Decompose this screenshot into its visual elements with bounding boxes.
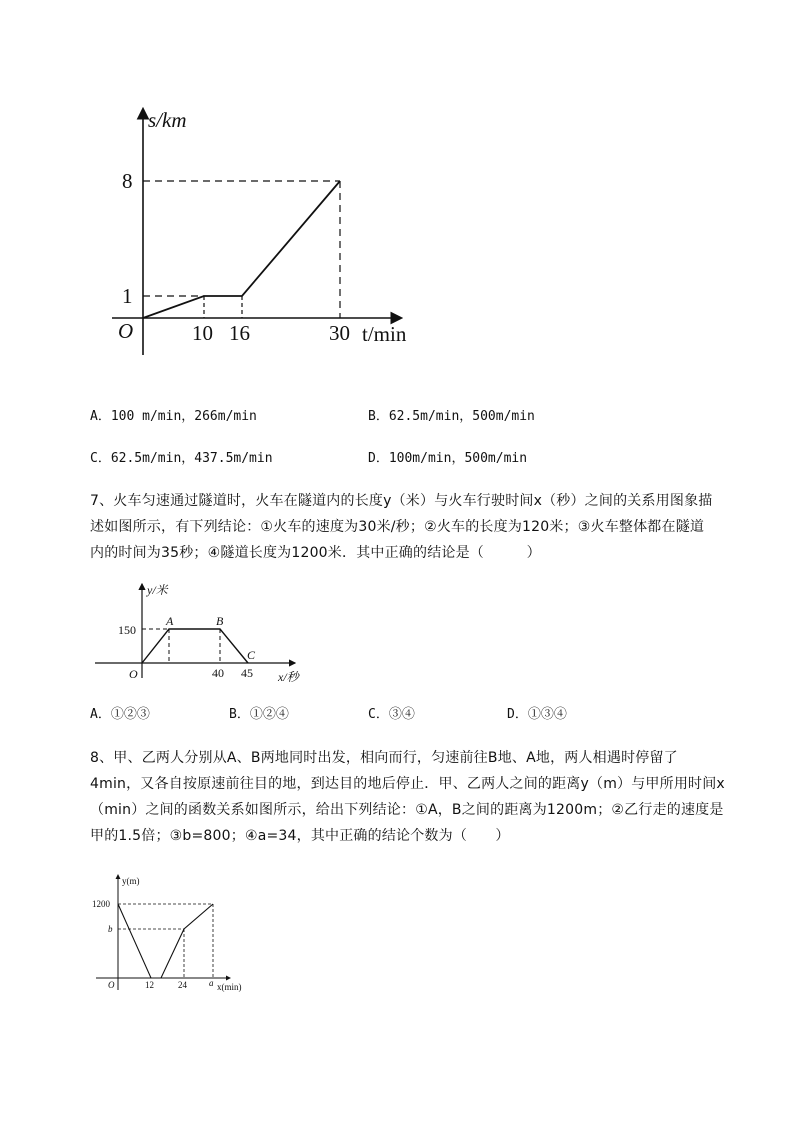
q7-y-tick-150: 150 xyxy=(118,623,136,637)
q8-x-axis-label: x(min) xyxy=(217,982,242,992)
q7-line-2: 述如图所示，有下列结论：①火车的速度为30米/秒；②火车的长度为120米；③火车整体都在隧道 xyxy=(90,519,705,535)
q8-y-axis-label: y(m) xyxy=(122,876,140,886)
q8-question-text xyxy=(90,745,725,849)
q8-distance-graph xyxy=(88,870,258,998)
q8-line-3: （min）之间的函数关系如图所示，给出下列结论：①A，B之间的距离为1200m；②乙行走的速度是 xyxy=(90,802,724,818)
q8-x-tick-24: 24 xyxy=(178,980,187,990)
q6-option-d[interactable]: D．100m/min，500m/min xyxy=(368,451,528,466)
q7-line-3: 内的时间为35秒；④隧道长度为1200米．其中正确的结论是（ ） xyxy=(90,545,541,561)
q6-x-tick-16: 16 xyxy=(229,321,250,345)
q8-x-tick-12: 12 xyxy=(145,980,154,990)
q7-option-a[interactable]: A．①②③ xyxy=(90,707,150,722)
q8-x-tick-a: a xyxy=(209,978,214,988)
q6-x-axis-label: t/min xyxy=(362,322,407,346)
q7-question-text xyxy=(90,488,713,566)
q7-data-line xyxy=(142,629,248,663)
q7-point-c: C xyxy=(247,648,256,662)
q7-option-c[interactable]: C．③④ xyxy=(368,707,415,722)
q6-option-c[interactable]: C．62.5m/min，437.5m/min xyxy=(90,451,273,466)
q6-x-tick-30: 30 xyxy=(329,321,350,345)
q7-train-tunnel-graph xyxy=(90,578,330,690)
q7-point-b: B xyxy=(216,614,224,628)
q7-line-1: 7、火车匀速通过隧道时，火车在隧道内的长度y（米）与火车行驶时间x（秒）之间的关系用图象描 xyxy=(90,493,713,509)
q6-y-axis-label: s/km xyxy=(148,108,187,132)
q7-y-axis-label: y/米 xyxy=(147,583,168,597)
q8-origin-label: O xyxy=(108,980,115,990)
q7-option-d[interactable]: D．①③④ xyxy=(507,707,567,722)
q8-y-tick-1200: 1200 xyxy=(92,899,110,909)
q8-line-1: 8、甲、乙两人分别从A、B两地同时出发，相向而行，匀速前往B地、A地，两人相遇时停留了 xyxy=(90,750,678,766)
q6-origin-label: O xyxy=(118,319,134,343)
q7-x-tick-40: 40 xyxy=(212,666,224,680)
q6-y-tick-8: 8 xyxy=(122,169,133,193)
q7-point-a: A xyxy=(166,614,174,628)
q8-line-4: 甲的1.5倍；③b=800；④a=34，其中正确的结论个数为（ ） xyxy=(90,828,510,844)
q8-line-2: 4min，又各自按原速前往目的地，到达目的地后停止．甲、乙两人之间的距离y（m）与甲所用时间x xyxy=(90,776,725,792)
q6-option-a[interactable]: A．100 m/min，266m/min xyxy=(90,409,257,424)
q7-x-axis-label: x/秒 xyxy=(278,670,299,684)
q7-origin-label: O xyxy=(129,667,138,681)
q8-data-line xyxy=(118,904,213,978)
q8-y-tick-b: b xyxy=(108,924,113,934)
q6-x-tick-10: 10 xyxy=(192,321,213,345)
q6-y-tick-1: 1 xyxy=(122,284,133,308)
q6-option-b[interactable]: B．62.5m/min，500m/min xyxy=(368,409,535,424)
q7-x-tick-45: 45 xyxy=(241,666,253,680)
q7-option-b[interactable]: B．①②④ xyxy=(229,707,289,722)
q6-distance-time-graph xyxy=(100,100,430,360)
